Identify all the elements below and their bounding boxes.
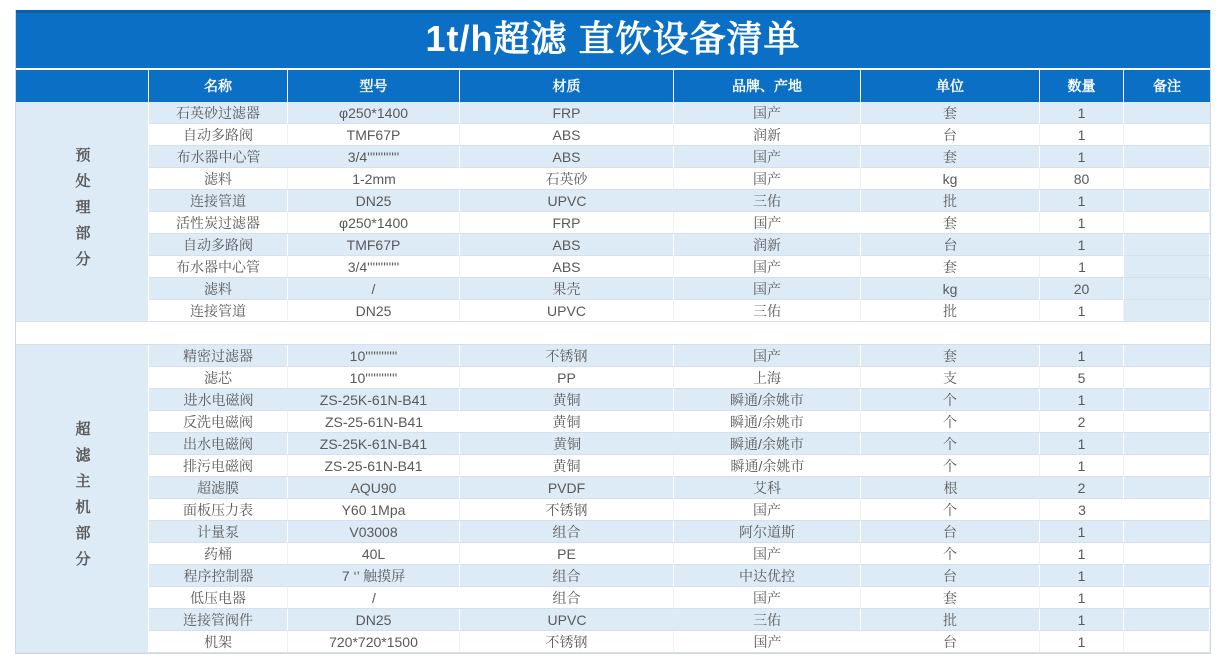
cell-qty: 1 bbox=[1040, 543, 1124, 565]
cell-brand: 瞬通/余姚市 bbox=[674, 433, 861, 455]
column-header-section bbox=[16, 70, 149, 102]
cell-name: 超滤膜 bbox=[149, 477, 288, 499]
cell-brand: 瞬通/余姚市 bbox=[674, 389, 861, 411]
cell-brand: 国产 bbox=[674, 345, 861, 367]
cell-qty: 1 bbox=[1040, 124, 1124, 146]
cell-brand: 国产 bbox=[674, 256, 861, 278]
cell-material: ABS bbox=[460, 256, 674, 278]
cell-qty: 1 bbox=[1040, 521, 1124, 543]
cell-qty: 1 bbox=[1040, 587, 1124, 609]
cell-unit: 套 bbox=[861, 102, 1040, 124]
cell-material: 黄铜 bbox=[460, 455, 674, 477]
cell-unit: 支 bbox=[861, 367, 1040, 389]
cell-name: 出水电磁阀 bbox=[149, 433, 288, 455]
cell-unit: 个 bbox=[861, 433, 1040, 455]
cell-unit: 套 bbox=[861, 345, 1040, 367]
cell-remark bbox=[1124, 168, 1210, 190]
cell-model: DN25 bbox=[288, 300, 460, 322]
table-body bbox=[16, 102, 1210, 653]
cell-unit: 套 bbox=[861, 256, 1040, 278]
cell-brand: 国产 bbox=[674, 168, 861, 190]
cell-material: 组合 bbox=[460, 565, 674, 587]
cell-model: / bbox=[288, 587, 460, 609]
cell-name: 连接管道 bbox=[149, 190, 288, 212]
cell-brand: 国产 bbox=[674, 102, 861, 124]
cell-name: 反洗电磁阀 bbox=[149, 411, 288, 433]
cell-name: 自动多路阀 bbox=[149, 234, 288, 256]
column-header-model: 型号 bbox=[288, 70, 460, 102]
cell-name: 自动多路阀 bbox=[149, 124, 288, 146]
cell-material: PP bbox=[460, 367, 674, 389]
section-separator bbox=[16, 322, 1210, 345]
cell-unit: 批 bbox=[861, 190, 1040, 212]
cell-brand: 润新 bbox=[674, 234, 861, 256]
section-label bbox=[16, 102, 149, 322]
cell-remark bbox=[1124, 234, 1210, 256]
cell-unit: 个 bbox=[861, 455, 1040, 477]
cell-qty: 2 bbox=[1040, 411, 1124, 433]
cell-unit: 台 bbox=[861, 521, 1040, 543]
column-header-material: 材质 bbox=[460, 70, 674, 102]
cell-unit: 批 bbox=[861, 300, 1040, 322]
cell-model: AQU90 bbox=[288, 477, 460, 499]
cell-model: 1-2mm bbox=[288, 168, 460, 190]
cell-remark bbox=[1124, 345, 1210, 367]
cell-remark bbox=[1124, 499, 1210, 521]
cell-remark bbox=[1124, 433, 1210, 455]
cell-remark bbox=[1124, 565, 1210, 587]
cell-remark bbox=[1124, 521, 1210, 543]
cell-remark bbox=[1124, 609, 1210, 631]
section-label-text: 预处理部分 bbox=[73, 146, 91, 277]
cell-name: 程序控制器 bbox=[149, 565, 288, 587]
cell-model: 10'''''''''''' bbox=[288, 345, 460, 367]
cell-remark bbox=[1124, 631, 1210, 653]
table-title-bar bbox=[16, 10, 1210, 68]
cell-material: FRP bbox=[460, 102, 674, 124]
cell-model: ZS-25K-61N-B41 bbox=[288, 389, 460, 411]
cell-brand: 三佑 bbox=[674, 300, 861, 322]
cell-model: 40L bbox=[288, 543, 460, 565]
cell-name: 连接管道 bbox=[149, 300, 288, 322]
cell-unit: 台 bbox=[861, 234, 1040, 256]
cell-material: ABS bbox=[460, 234, 674, 256]
cell-model: 3/4'''''''''''' bbox=[288, 256, 460, 278]
column-header-unit: 单位 bbox=[861, 70, 1040, 102]
cell-name: 低压电器 bbox=[149, 587, 288, 609]
cell-material: ABS bbox=[460, 124, 674, 146]
section-label-text: 超滤主机部分 bbox=[73, 420, 91, 577]
cell-model: V03008 bbox=[288, 521, 460, 543]
cell-qty: 1 bbox=[1040, 455, 1124, 477]
cell-unit: 套 bbox=[861, 212, 1040, 234]
cell-brand: 中达优控 bbox=[674, 565, 861, 587]
cell-material: 不锈钢 bbox=[460, 631, 674, 653]
cell-unit: 个 bbox=[861, 499, 1040, 521]
cell-model: TMF67P bbox=[288, 124, 460, 146]
cell-model: ZS-25-61N-B41 bbox=[288, 455, 460, 477]
cell-material: 组合 bbox=[460, 587, 674, 609]
cell-brand: 国产 bbox=[674, 587, 861, 609]
cell-qty: 20 bbox=[1040, 278, 1124, 300]
cell-qty: 1 bbox=[1040, 146, 1124, 168]
cell-unit: 套 bbox=[861, 587, 1040, 609]
cell-model: 10'''''''''''' bbox=[288, 367, 460, 389]
cell-brand: 阿尔道斯 bbox=[674, 521, 861, 543]
cell-name: 石英砂过滤器 bbox=[149, 102, 288, 124]
cell-brand: 润新 bbox=[674, 124, 861, 146]
cell-unit: 台 bbox=[861, 565, 1040, 587]
cell-remark bbox=[1124, 212, 1210, 234]
cell-unit: 批 bbox=[861, 609, 1040, 631]
cell-model: ZS-25-61N-B41 bbox=[288, 411, 460, 433]
cell-qty: 2 bbox=[1040, 477, 1124, 499]
cell-model: φ250*1400 bbox=[288, 102, 460, 124]
cell-name: 排污电磁阀 bbox=[149, 455, 288, 477]
cell-brand: 国产 bbox=[674, 146, 861, 168]
cell-qty: 1 bbox=[1040, 631, 1124, 653]
cell-name: 滤料 bbox=[149, 168, 288, 190]
cell-unit: 个 bbox=[861, 411, 1040, 433]
cell-brand: 三佑 bbox=[674, 609, 861, 631]
cell-qty: 1 bbox=[1040, 389, 1124, 411]
cell-material: FRP bbox=[460, 212, 674, 234]
cell-remark bbox=[1124, 256, 1210, 278]
cell-model: DN25 bbox=[288, 609, 460, 631]
cell-remark bbox=[1124, 477, 1210, 499]
cell-material: 黄铜 bbox=[460, 389, 674, 411]
cell-brand: 国产 bbox=[674, 278, 861, 300]
cell-brand: 瞬通/余姚市 bbox=[674, 455, 861, 477]
cell-remark bbox=[1124, 411, 1210, 433]
cell-name: 精密过滤器 bbox=[149, 345, 288, 367]
cell-unit: 台 bbox=[861, 124, 1040, 146]
cell-qty: 1 bbox=[1040, 234, 1124, 256]
section-label bbox=[16, 345, 149, 653]
cell-unit: 套 bbox=[861, 146, 1040, 168]
cell-material: UPVC bbox=[460, 300, 674, 322]
cell-material: UPVC bbox=[460, 190, 674, 212]
column-header-brand: 品牌、产地 bbox=[674, 70, 861, 102]
table-header-row bbox=[16, 68, 1210, 102]
cell-qty: 1 bbox=[1040, 212, 1124, 234]
cell-model: / bbox=[288, 278, 460, 300]
cell-remark bbox=[1124, 190, 1210, 212]
cell-material: UPVC bbox=[460, 609, 674, 631]
cell-model: 720*720*1500 bbox=[288, 631, 460, 653]
cell-qty: 3 bbox=[1040, 499, 1124, 521]
cell-model: Y60 1Mpa bbox=[288, 499, 460, 521]
cell-brand: 上海 bbox=[674, 367, 861, 389]
page-title: 1t/h超滤 直饮设备清单 bbox=[425, 17, 801, 59]
cell-qty: 1 bbox=[1040, 345, 1124, 367]
cell-name: 机架 bbox=[149, 631, 288, 653]
cell-remark bbox=[1124, 102, 1210, 124]
cell-qty: 5 bbox=[1040, 367, 1124, 389]
cell-remark bbox=[1124, 124, 1210, 146]
column-header-remark: 备注 bbox=[1153, 78, 1181, 94]
cell-material: 黄铜 bbox=[460, 411, 674, 433]
cell-name: 药桶 bbox=[149, 543, 288, 565]
cell-qty: 1 bbox=[1040, 300, 1124, 322]
cell-model: ZS-25K-61N-B41 bbox=[288, 433, 460, 455]
cell-remark bbox=[1124, 455, 1210, 477]
column-header-name: 名称 bbox=[149, 70, 288, 102]
cell-brand: 国产 bbox=[674, 212, 861, 234]
cell-qty: 1 bbox=[1040, 190, 1124, 212]
cell-material: 不锈钢 bbox=[460, 499, 674, 521]
cell-qty: 1 bbox=[1040, 256, 1124, 278]
cell-material: 石英砂 bbox=[460, 168, 674, 190]
cell-remark bbox=[1124, 389, 1210, 411]
column-header-qty: 数量 bbox=[1040, 70, 1124, 102]
equipment-list-table bbox=[15, 10, 1211, 654]
cell-brand: 三佑 bbox=[674, 190, 861, 212]
cell-material: 果壳 bbox=[460, 278, 674, 300]
cell-name: 进水电磁阀 bbox=[149, 389, 288, 411]
cell-material: PVDF bbox=[460, 477, 674, 499]
cell-unit: 根 bbox=[861, 477, 1040, 499]
cell-name: 活性炭过滤器 bbox=[149, 212, 288, 234]
cell-name: 滤料 bbox=[149, 278, 288, 300]
cell-material: 黄铜 bbox=[460, 433, 674, 455]
cell-qty: 1 bbox=[1040, 102, 1124, 124]
cell-qty: 1 bbox=[1040, 609, 1124, 631]
cell-material: 不锈钢 bbox=[460, 345, 674, 367]
cell-remark bbox=[1124, 278, 1210, 300]
cell-model: φ250*1400 bbox=[288, 212, 460, 234]
cell-unit: 个 bbox=[861, 389, 1040, 411]
cell-remark bbox=[1124, 543, 1210, 565]
cell-name: 面板压力表 bbox=[149, 499, 288, 521]
cell-name: 布水器中心管 bbox=[149, 256, 288, 278]
cell-material: PE bbox=[460, 543, 674, 565]
cell-name: 计量泵 bbox=[149, 521, 288, 543]
cell-model: DN25 bbox=[288, 190, 460, 212]
cell-brand: 国产 bbox=[674, 543, 861, 565]
cell-model: 7 ‘’ 触摸屏 bbox=[288, 565, 460, 587]
cell-unit: kg bbox=[861, 278, 1040, 300]
cell-brand: 国产 bbox=[674, 499, 861, 521]
cell-remark bbox=[1124, 367, 1210, 389]
cell-brand: 国产 bbox=[674, 631, 861, 653]
cell-material: 组合 bbox=[460, 521, 674, 543]
table-section bbox=[16, 345, 1210, 653]
cell-qty: 1 bbox=[1040, 565, 1124, 587]
cell-remark bbox=[1124, 300, 1210, 322]
cell-unit: 个 bbox=[861, 543, 1040, 565]
cell-brand: 瞬通/余姚市 bbox=[674, 411, 861, 433]
cell-material: ABS bbox=[460, 146, 674, 168]
cell-remark bbox=[1124, 587, 1210, 609]
cell-name: 连接管阀件 bbox=[149, 609, 288, 631]
cell-unit: 台 bbox=[861, 631, 1040, 653]
cell-model: TMF67P bbox=[288, 234, 460, 256]
cell-unit: kg bbox=[861, 168, 1040, 190]
cell-name: 滤芯 bbox=[149, 367, 288, 389]
cell-qty: 80 bbox=[1040, 168, 1124, 190]
cell-model: 3/4'''''''''''' bbox=[288, 146, 460, 168]
cell-qty: 1 bbox=[1040, 433, 1124, 455]
cell-name: 布水器中心管 bbox=[149, 146, 288, 168]
cell-remark bbox=[1124, 146, 1210, 168]
cell-brand: 艾科 bbox=[674, 477, 861, 499]
table-section bbox=[16, 102, 1210, 322]
